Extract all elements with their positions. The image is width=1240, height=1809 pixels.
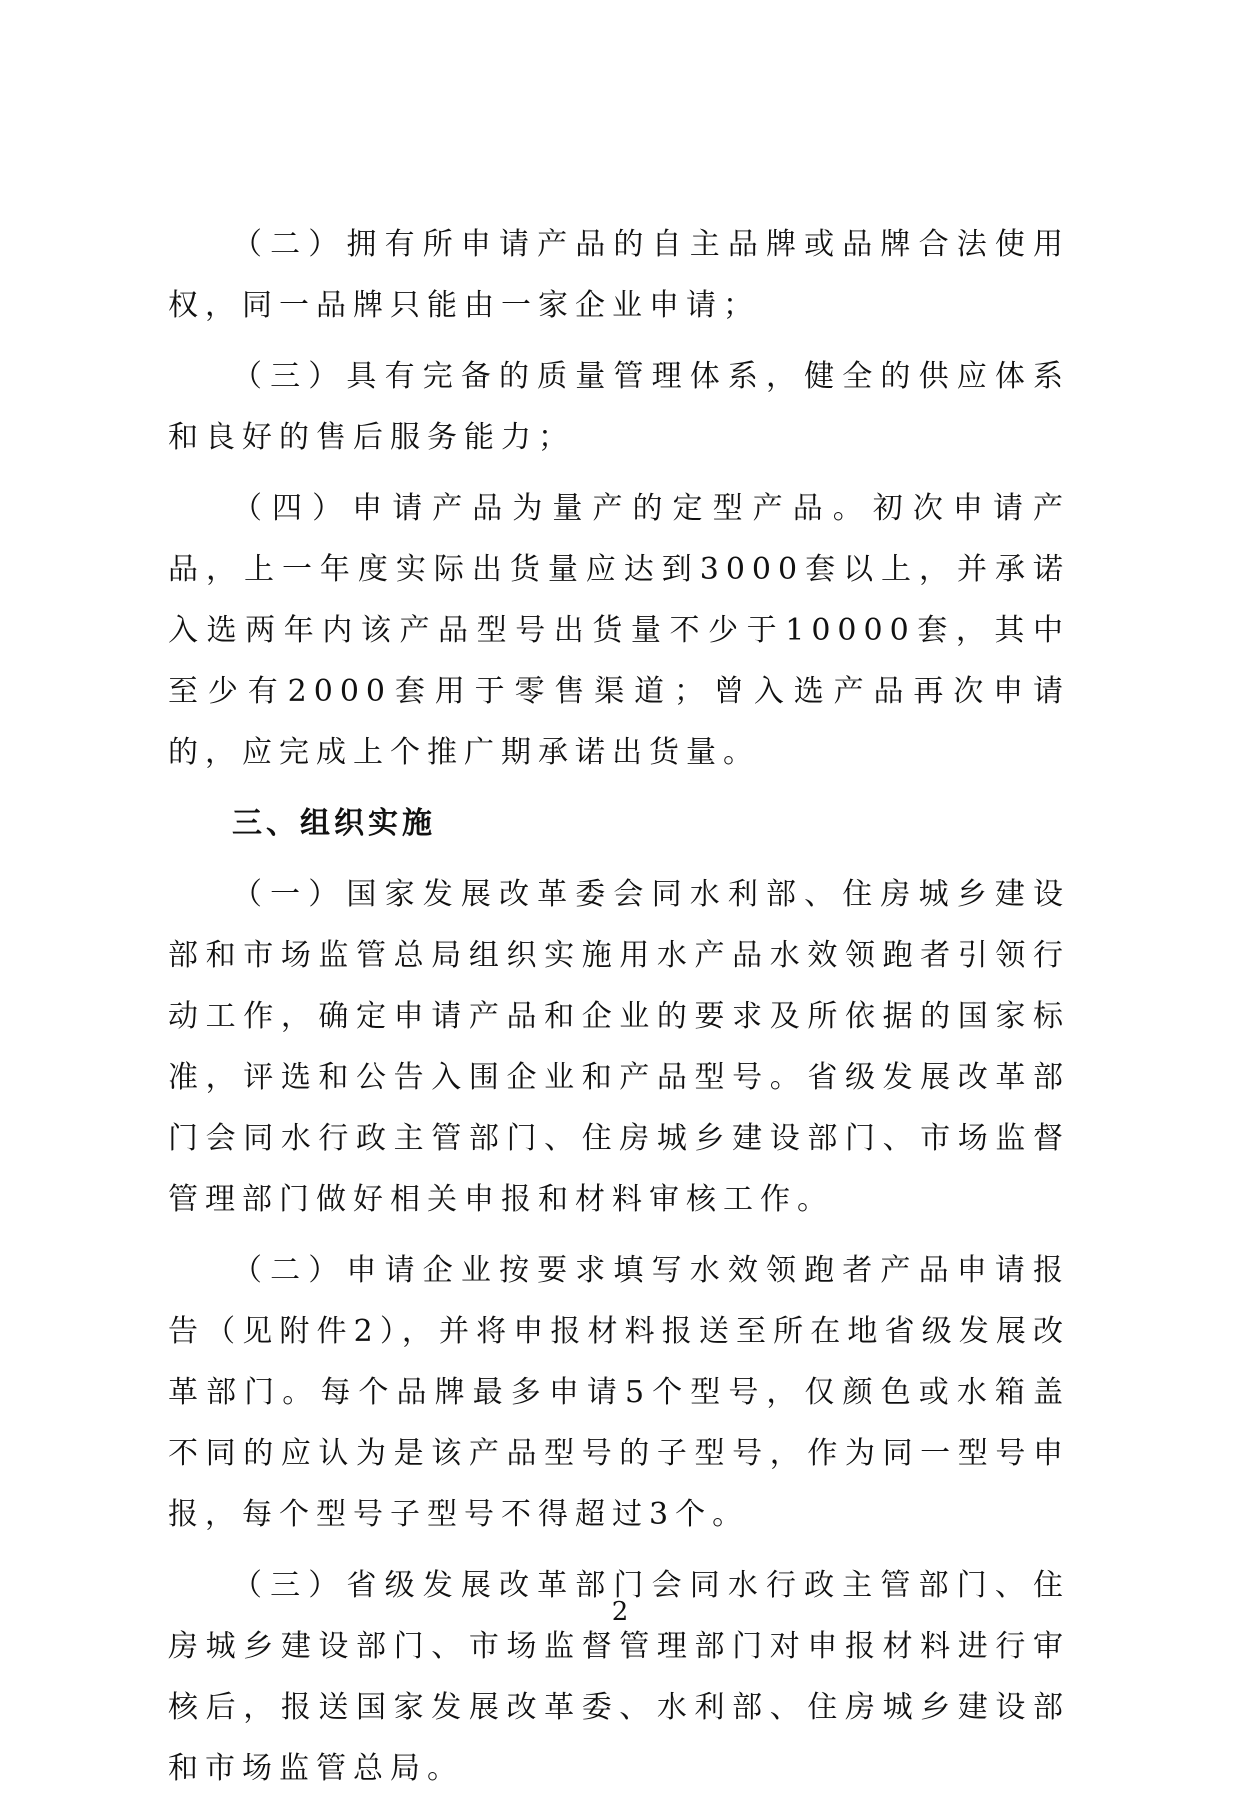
page-number: 2 (611, 1597, 629, 1627)
paragraph-implementation-1: （一）国家发展改革委会同水利部、住房城乡建设部和市场监管总局组织实施用水产品水效领跑者引领行动工作，确定申请产品和企业的要求及所依据的国家标准，评选和公告入围企业和产品型号。省级发展改革部门会同水行政主管部门、住房城乡建设部门、市场监督管理部门做好相关申报和材料审核工作。 (168, 877, 1070, 1217)
paragraph-implementation-3: （三）省级发展改革部门会同水行政主管部门、住房城乡建设部门、市场监督管理部门对申报材料进行审核后，报送国家发展改革委、水利部、住房城乡建设部和市场监管总局。 (168, 1568, 1070, 1786)
document-body (168, 214, 1070, 1809)
paragraph-condition-2: （二）拥有所申请产品的自主品牌或品牌合法使用权，同一品牌只能由一家企业申请； (168, 227, 1070, 323)
paragraph-implementation-2: （二）申请企业按要求填写水效领跑者产品申请报告（见附件2），并将申报材料报送至所在地省级发展改革部门。每个品牌最多申请5个型号，仅颜色或水箱盖不同的应认为是该产品型号的子型号，作为同一型号申报，每个型号子型号不得超过3个。 (168, 1253, 1070, 1532)
section-heading-organization: 三、组织实施 (232, 806, 436, 841)
paragraph-condition-3: （三）具有完备的质量管理体系，健全的供应体系和良好的售后服务能力； (168, 359, 1070, 455)
paragraph-condition-4: （四）申请产品为量产的定型产品。初次申请产品，上一年度实际出货量应达到3000套以上，并承诺入选两年内该产品型号出货量不少于10000套，其中至少有2000套用于零售渠道；曾入选产品再次申请的，应完成上个推广期承诺出货量。 (168, 491, 1070, 770)
